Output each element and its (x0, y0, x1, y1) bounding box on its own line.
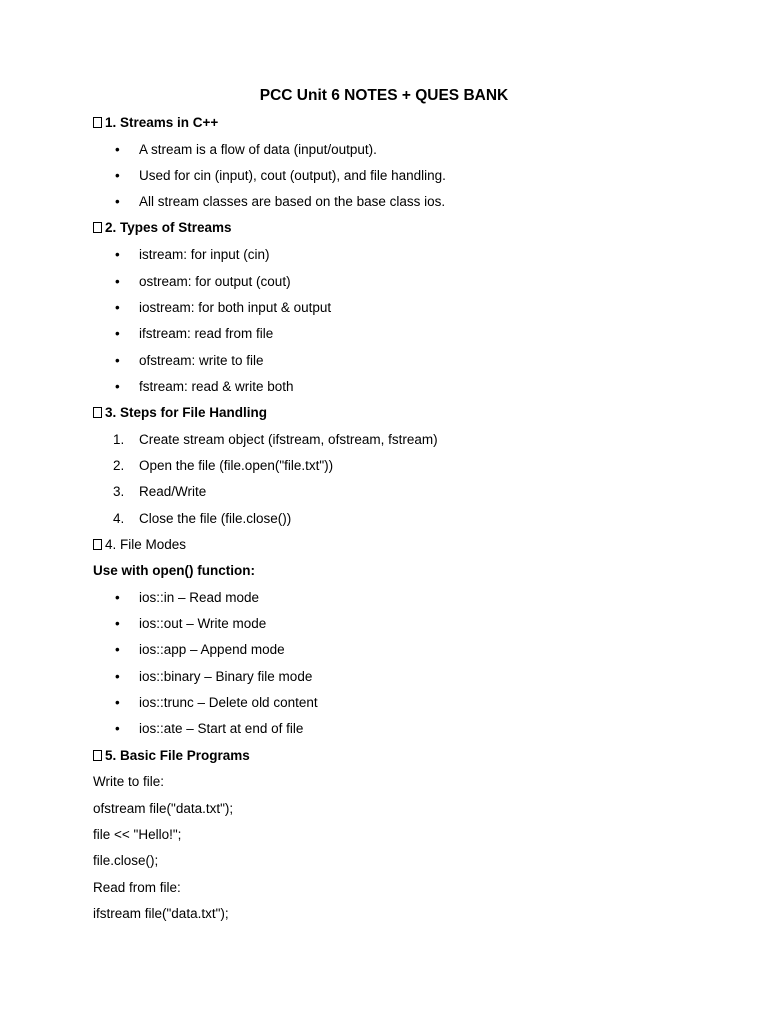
list-item-text: ios::in – Read mode (139, 590, 260, 605)
bullet-icon: • (115, 695, 120, 710)
list-item (113, 273, 291, 291)
bullet-icon: • (115, 616, 120, 631)
list-item-text: Used for cin (input), cout (output), and file handling. (139, 168, 446, 183)
bullet-icon: • (115, 721, 120, 736)
list-item-text: ios::out – Write mode (139, 616, 267, 631)
list-item-text: ofstream: write to file (139, 353, 264, 368)
list-item-text: ios::trunc – Delete old content (139, 695, 318, 710)
code-line: ifstream file("data.txt"); (93, 906, 229, 921)
list-item (113, 167, 446, 185)
list-number: 3. (113, 484, 125, 499)
list-item (113, 299, 331, 317)
section-heading-types (93, 219, 232, 237)
list-item-text: A stream is a flow of data (input/output). (139, 142, 377, 157)
bullet-icon: • (115, 353, 120, 368)
section-heading-label: 2. Types of Streams (105, 220, 232, 235)
list-item-text: iostream: for both input & output (139, 300, 332, 315)
list-item (113, 668, 312, 686)
bullet-icon: • (115, 168, 120, 183)
code-line: Write to file: (93, 774, 165, 789)
list-item-text: istream: for input (cin) (139, 247, 270, 262)
bullet-icon: • (115, 590, 120, 605)
list-item-text: ifstream: read from file (139, 326, 274, 341)
numbered-item (113, 457, 333, 475)
bullet-icon: • (115, 669, 120, 684)
section-heading-label: 1. Streams in C++ (105, 115, 219, 130)
list-item (113, 325, 273, 343)
list-item (113, 641, 285, 659)
section-heading-file-modes (93, 536, 186, 554)
bullet-icon: • (115, 379, 120, 394)
section-heading-steps (93, 404, 267, 422)
page-title: PCC Unit 6 NOTES + QUES BANK (259, 87, 509, 104)
section-heading-streams (93, 114, 218, 132)
list-number: 2. (113, 458, 125, 473)
list-item (113, 589, 259, 607)
bullet-icon: • (115, 300, 120, 315)
missing-glyph-icon (93, 750, 102, 761)
list-item-text: Close the file (file.close()) (139, 511, 292, 526)
missing-glyph-icon (93, 222, 102, 233)
code-line: ofstream file("data.txt"); (93, 801, 234, 816)
numbered-item (113, 483, 206, 501)
bullet-icon: • (115, 247, 120, 262)
list-item (113, 720, 303, 738)
list-item-text: ios::binary – Binary file mode (139, 669, 313, 684)
missing-glyph-icon (93, 407, 102, 418)
numbered-item (113, 510, 291, 528)
list-item (113, 246, 270, 264)
list-item-text: All stream classes are based on the base class ios. (139, 194, 446, 209)
code-line: file.close(); (93, 853, 159, 868)
list-item (113, 352, 264, 370)
missing-glyph-icon (93, 117, 102, 128)
code-line: file << "Hello!"; (93, 827, 182, 842)
list-item (113, 141, 377, 159)
bullet-icon: • (115, 142, 120, 157)
section-heading-label: 5. Basic File Programs (105, 748, 250, 763)
subheading-open-function: Use with open() function: (93, 563, 255, 578)
list-item (113, 378, 294, 396)
list-number: 4. (113, 511, 125, 526)
section-heading-label: 4. File Modes (105, 537, 187, 552)
section-heading-file-programs (93, 747, 250, 765)
list-number: 1. (113, 432, 125, 447)
missing-glyph-icon (93, 539, 102, 550)
list-item-text: Read/Write (139, 484, 207, 499)
section-heading-label: 3. Steps for File Handling (105, 405, 268, 420)
list-item (113, 193, 445, 211)
bullet-icon: • (115, 326, 120, 341)
code-line: Read from file: (93, 880, 181, 895)
list-item (113, 615, 266, 633)
list-item-text: Open the file (file.open("file.txt")) (139, 458, 334, 473)
list-item-text: Create stream object (ifstream, ofstream, fstream) (139, 432, 438, 447)
numbered-item (113, 431, 438, 449)
list-item-text: ostream: for output (cout) (139, 274, 291, 289)
bullet-icon: • (115, 194, 120, 209)
bullet-icon: • (115, 642, 120, 657)
list-item-text: ios::ate – Start at end of file (139, 721, 304, 736)
list-item-text: fstream: read & write both (139, 379, 294, 394)
bullet-icon: • (115, 274, 120, 289)
list-item-text: ios::app – Append mode (139, 642, 285, 657)
list-item (113, 694, 318, 712)
